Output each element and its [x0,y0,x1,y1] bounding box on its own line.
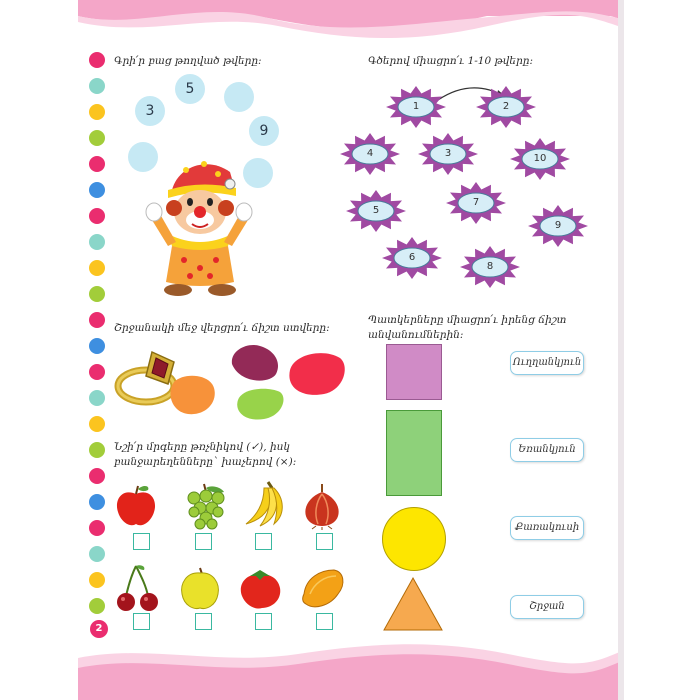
star-number: 7 [472,197,480,208]
rectangle-shape[interactable] [386,410,442,496]
square-shape[interactable] [386,344,442,400]
number-star[interactable] [510,138,570,180]
checkbox-onion[interactable] [316,533,333,550]
number-star[interactable] [460,246,520,288]
margin-dot [89,156,105,172]
number-bubble: 3 [135,96,165,126]
star-number: 8 [486,261,494,272]
margin-dot [89,416,105,432]
instruction-fruits-line2: բանջարեղենները` խաչերով (×): [114,456,297,468]
instruction-missing-numbers: Գրի՛ր բաց թողված թվերը: [114,55,262,67]
triangle-shape[interactable] [382,576,444,632]
label-circle[interactable]: Շրջան [510,595,584,619]
instruction-connect-numbers: Գծերով միացրո՛ւ 1-10 թվերը: [368,55,533,67]
margin-dot [89,52,105,68]
margin-dot [89,546,105,562]
margin-dot [89,312,105,328]
star-number: 2 [502,101,510,112]
red-shadow-blob[interactable] [284,350,348,398]
number-star[interactable] [382,237,442,279]
page-edge-shadow [618,0,624,700]
number-bubble: 5 [175,74,205,104]
number-star[interactable] [340,133,400,175]
circle-shape[interactable] [382,507,446,571]
margin-dot [89,338,105,354]
number-bubble-empty[interactable] [224,82,254,112]
instruction-shapes-line2: անվանումներին: [368,329,464,341]
label-rectangle[interactable]: Ուղղանկյուն [510,351,584,375]
star-number: 9 [554,220,562,231]
star-number: 10 [533,153,547,164]
margin-dot [89,442,105,458]
top-wave-band [78,0,624,44]
number-bubble: 9 [249,116,279,146]
green-shadow-blob[interactable] [234,386,286,422]
instruction-fruits-line1: Նշի՛ր մրգերը թռչնիկով (✓), իսկ [114,441,290,453]
margin-dot [89,468,105,484]
grapes-icon [182,482,230,530]
checkbox-bananas[interactable] [255,533,272,550]
margin-dot [89,182,105,198]
margin-dot [89,130,105,146]
checkbox-cherries[interactable] [133,613,150,630]
star-number: 6 [408,252,416,263]
number-star[interactable] [446,182,506,224]
page-number: 2 [90,620,108,638]
checkbox-apple[interactable] [133,533,150,550]
bananas-icon [238,480,286,528]
orange-shadow-blob[interactable] [166,372,218,418]
checkbox-grapes[interactable] [195,533,212,550]
margin-dot [89,208,105,224]
number-star[interactable] [386,86,446,128]
checkbox-quince[interactable] [195,613,212,630]
instruction-shapes-line1: Պատկերները միացրո՛ւ իրենց ճիշտ [368,314,567,326]
margin-dot [89,572,105,588]
star-number: 3 [444,148,452,159]
clown-illustration [138,150,258,300]
plum-shadow-blob[interactable] [226,342,282,384]
number-star[interactable] [418,133,478,175]
margin-dot [89,494,105,510]
number-star[interactable] [528,205,588,247]
margin-dot [89,598,105,614]
label-square[interactable]: Քառակուսի [510,516,584,540]
star-number: 1 [412,101,420,112]
margin-dot [89,286,105,302]
star-number: 4 [366,148,374,159]
onion-icon [298,482,346,530]
margin-dot [89,234,105,250]
instruction-shadows: Շրջանակի մեջ վերցրո՛ւ ճիշտ ստվերը: [114,322,330,334]
margin-dot [89,260,105,276]
papaya-icon [298,564,346,612]
quince-icon [176,564,224,612]
star-number: 5 [372,205,380,216]
checkbox-papaya[interactable] [316,613,333,630]
checkbox-tomato[interactable] [255,613,272,630]
margin-dot [89,520,105,536]
number-star[interactable] [346,190,406,232]
apple-icon [112,482,160,530]
margin-dot [89,390,105,406]
workbook-page [78,0,624,700]
tomato-icon [236,564,284,612]
number-star[interactable] [476,86,536,128]
margin-dot [89,364,105,380]
cherries-icon [114,564,162,612]
bottom-wave-band [78,640,624,700]
margin-dot [89,78,105,94]
margin-dot [89,104,105,120]
label-triangle[interactable]: Եռանկյուն [510,438,584,462]
